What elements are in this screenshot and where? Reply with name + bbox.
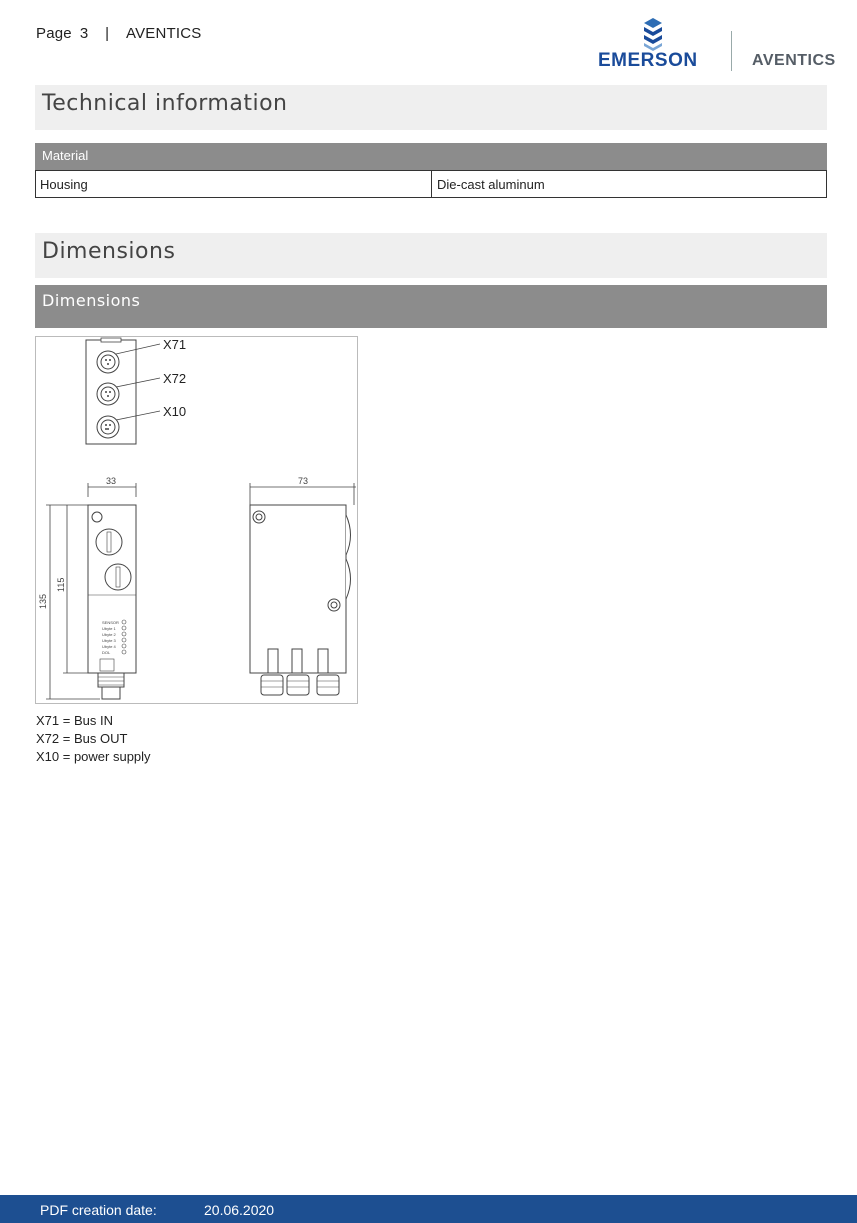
dim-height-115: 115: [56, 577, 66, 592]
dimension-drawing-svg: [36, 337, 357, 703]
housing-value: Die-cast aluminum: [437, 177, 545, 192]
dimensions-section-title: Dimensions: [42, 239, 176, 264]
page-header: [36, 25, 210, 42]
front-view: [38, 476, 136, 699]
dimension-drawing: [35, 336, 358, 704]
legend-x10: X10 = power supply: [36, 749, 151, 764]
connector-label-x72: X72: [163, 371, 187, 386]
top-view: [86, 337, 186, 444]
emerson-logo-mark: [640, 18, 666, 52]
material-table-header: [35, 143, 827, 170]
header-brand: AVENTICS: [126, 25, 202, 42]
technical-information-title: Technical information: [42, 91, 288, 116]
led-label-ubyte3: Ubyte 3: [102, 638, 116, 643]
material-table-header-label: Material: [42, 148, 89, 163]
connector-label-x10: X10: [163, 404, 187, 419]
aventics-logo-text: AVENTICS: [752, 52, 836, 69]
led-label-sensor: SENSOR: [102, 620, 119, 625]
connector-label-x71: X71: [163, 337, 187, 352]
led-label-ubyte2: Ubyte 2: [102, 632, 116, 637]
dimensions-subheader-label: Dimensions: [42, 291, 141, 310]
dim-width-33: 33: [106, 476, 117, 486]
footer-label: PDF creation date:: [40, 1202, 157, 1218]
dimensions-subheader: [35, 285, 827, 328]
footer-date: 20.06.2020: [204, 1202, 275, 1218]
dim-height-135: 135: [38, 593, 48, 609]
emerson-logo-text: EMERSON: [598, 50, 698, 71]
led-label-dol: DOL: [102, 650, 111, 655]
side-view: [250, 476, 356, 695]
table-cell-divider: [431, 170, 432, 198]
legend-x71: X71 = Bus IN: [36, 713, 113, 728]
led-label-ubyte1: Ubyte 1: [102, 626, 116, 631]
logo-divider: [731, 31, 732, 71]
housing-label: Housing: [40, 177, 88, 192]
page-label: Page: [36, 25, 72, 42]
legend-x72: X72 = Bus OUT: [36, 731, 128, 746]
dim-width-73: 73: [298, 476, 309, 486]
page-number: 3: [79, 25, 89, 42]
header-separator: |: [105, 25, 110, 42]
led-label-ubyte4: Ubyte 4: [102, 644, 116, 649]
